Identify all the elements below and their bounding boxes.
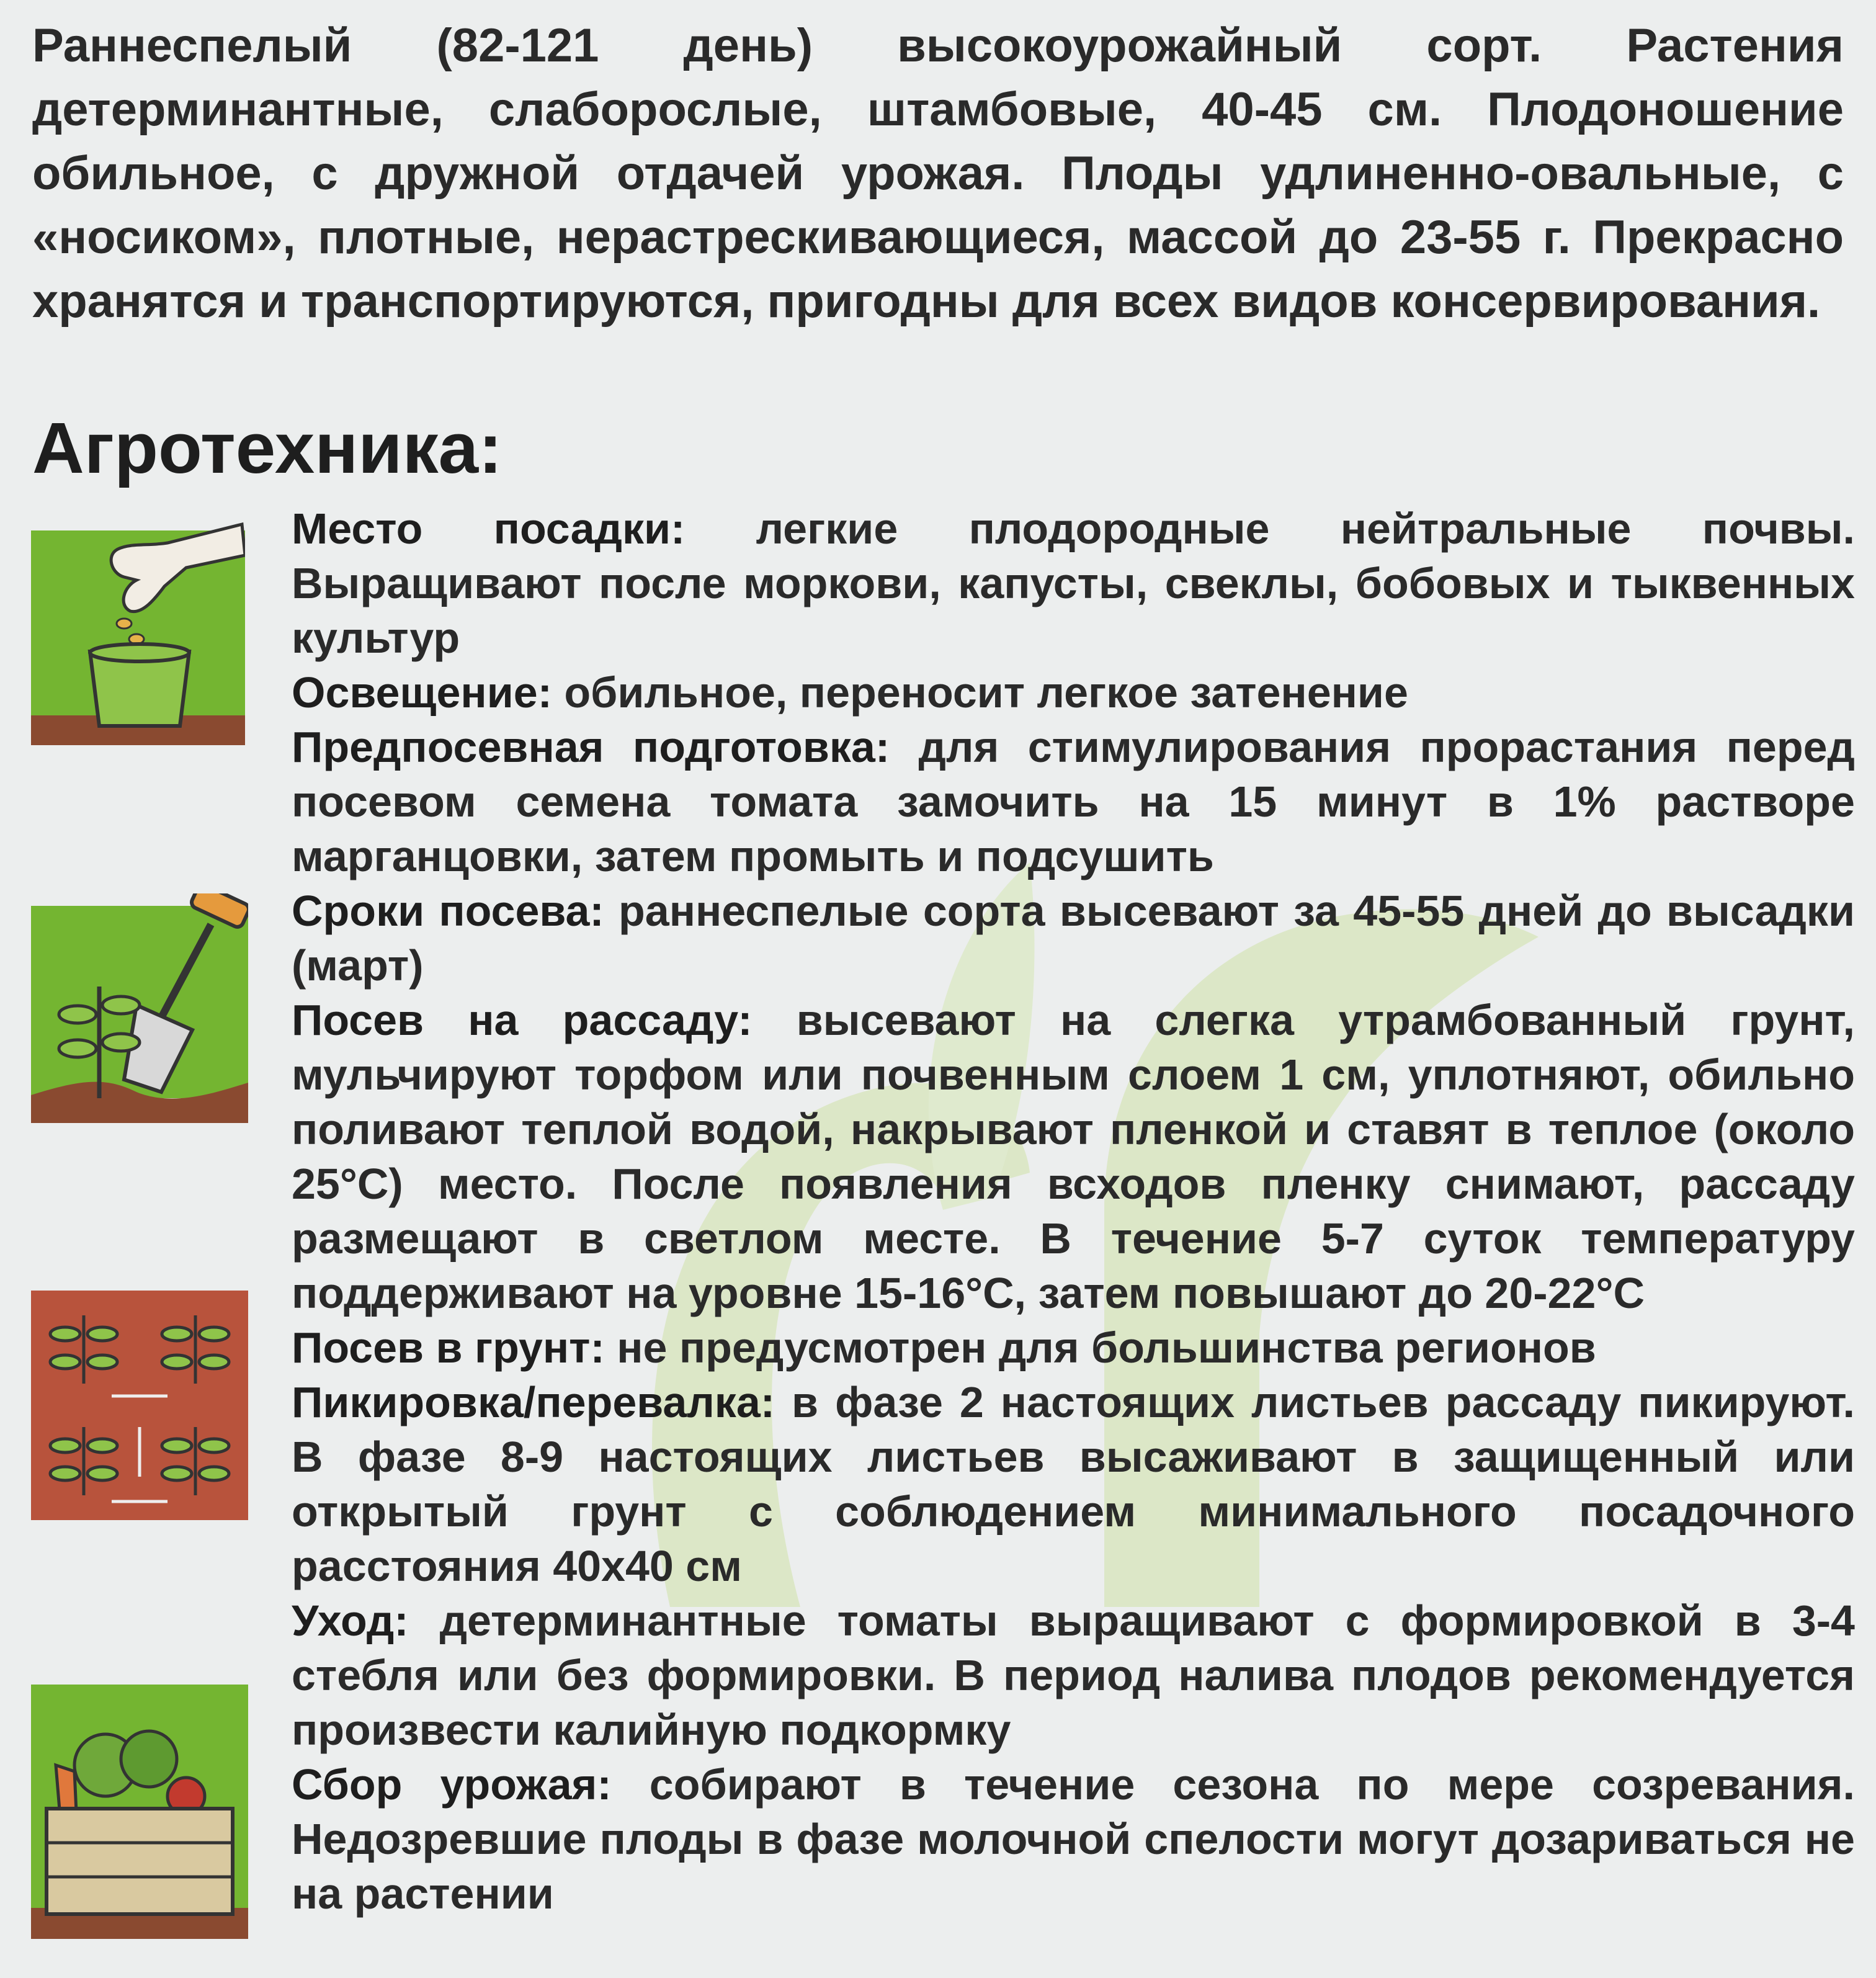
pre-sowing-item [292,720,1855,884]
item-text: в фазе 2 настоящих листьев рассаду пикируют. В фазе 8-9 настоящих листьев высаживают в защищенный или открытый грунт с соблюдением минимального посадочного расстояния 40х40 см [292,1378,1855,1590]
item-text: высевают на слегка утрамбованный грунт, мульчируют торфом или почвенным слоем 1 см, уплотняют, обильно поливают теплой водой, накрывают пленкой и ставят в теплое (около 25°С) место. После появления всходов пленку снимают, рассаду размещают в светлом месте. В течение 5-7 суток температуру поддерживают на уровне 15-16°С, затем повышают до 20-22°С [292,996,1855,1317]
ground-sowing-item [292,1320,1855,1375]
item-label: Уход: [292,1596,409,1645]
item-text: раннеспелые сорта высевают за 45-55 дней до высадки (март) [292,887,1856,990]
harvest-item [292,1757,1855,1921]
pricking-item [292,1375,1855,1593]
item-text: для стимулирования прорастания перед посевом семена томата замочить на 15 минут в 1% растворе марганцовки, затем промыть и подсушить [292,723,1855,880]
item-label: Посев в грунт: [292,1323,605,1372]
item-label: Пикировка/перевалка: [292,1378,775,1426]
agrotechnics-heading: Агротехника: [32,408,502,488]
item-text: детерминантные томаты выращивают с формировкой в 3-4 стебля или без формировки. В период налива плодов рекомендуется произвести калийную подкормку [292,1596,1855,1754]
planting-spacing-icon [31,1291,248,1520]
planting-site-item [292,501,1855,665]
item-text: не предусмотрен для большинства регионов [604,1323,1596,1372]
lighting-item [292,665,1855,720]
item-text: собирают в течение сезона по мере созревания. Недозревшие плоды в фазе молочной спелости могут дозариваться не на растении [292,1760,1855,1918]
item-label: Место посадки: [292,504,686,553]
item-label: Сбор урожая: [292,1760,612,1809]
item-text: обильное, переносит легкое затенение [552,668,1408,717]
item-text: легкие плодородные нейтральные почвы. Выращивают после моркови, капусты, свеклы, бобовых и тыквенных культур [292,504,1855,662]
planting-seeds-icon [31,518,245,751]
variety-description: Раннеспелый (82-121 день) высокоурожайный сорт. Растения детерминантные, слаборослые, штамбовые, 40-45 см. Плодоношение обильное, с дружной отдачей урожая. Плоды удлиненно-овальные, с «носиком», плотные, нерастрескивающиеся, массой до 23-55 г. Прекрасно хранятся и транспортируются, пригодны для всех видов консервирования. [32,19,1844,328]
harvest-crate-icon [31,1685,248,1939]
item-label: Освещение: [292,668,552,717]
item-label: Предпосевная подготовка: [292,723,890,771]
agrotechnics-list [292,501,1855,1921]
item-label: Посев на рассаду: [292,996,753,1044]
item-label: Сроки посева: [292,887,604,935]
sowing-time-item [292,884,1855,993]
shovel-sprout-icon [31,893,248,1123]
care-item [292,1593,1855,1757]
seedling-sowing-item [292,993,1855,1320]
